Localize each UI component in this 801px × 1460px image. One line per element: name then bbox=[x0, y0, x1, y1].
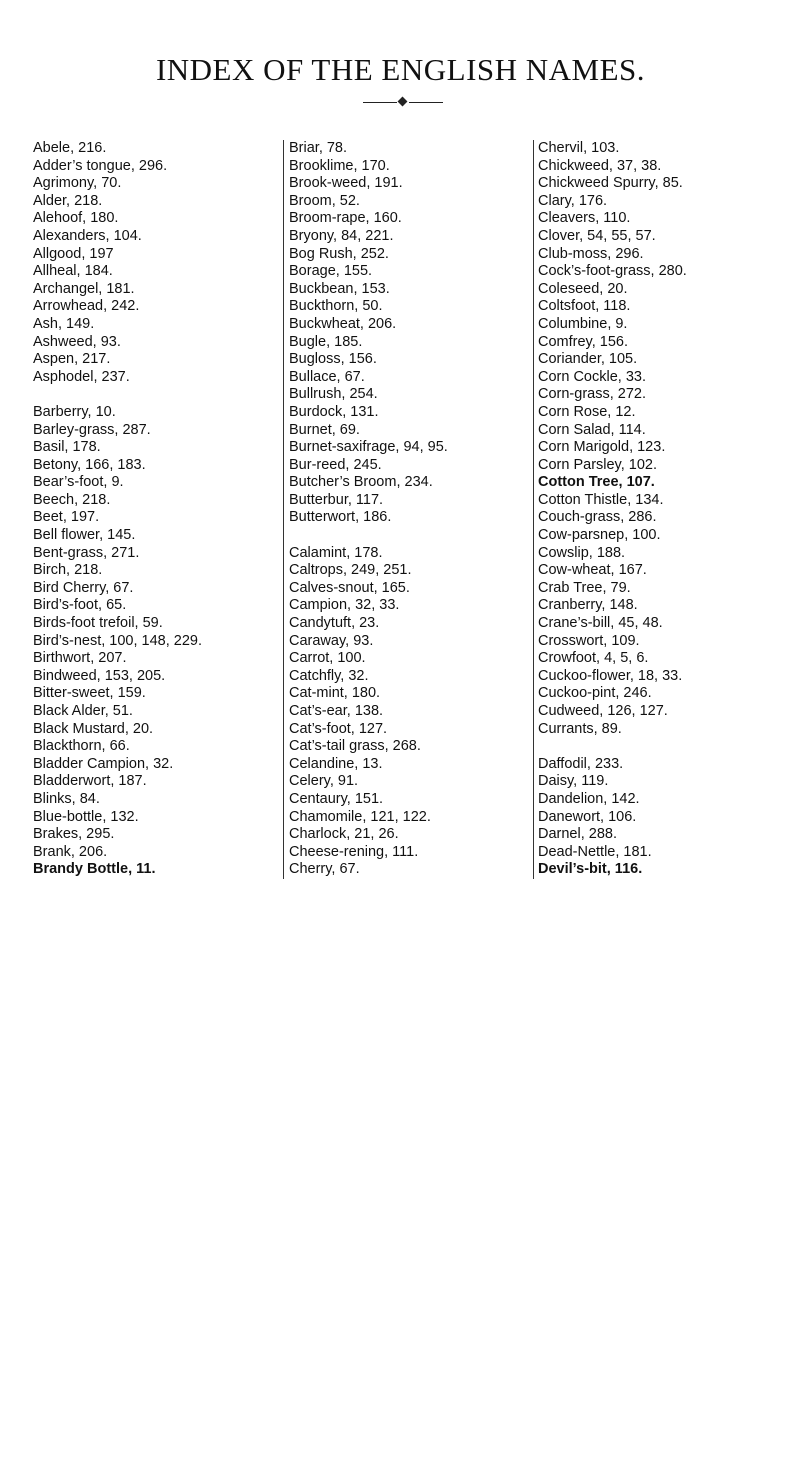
index-entry: Dead-Nettle, 181. bbox=[538, 843, 652, 860]
index-entry: Blue-bottle, 132. bbox=[33, 808, 139, 825]
index-column-1 bbox=[33, 140, 269, 879]
index-entry: Cow-wheat, 167. bbox=[538, 562, 647, 579]
index-entry: Daffodil, 233. bbox=[538, 755, 624, 772]
index-entry: Candytuft, 23. bbox=[289, 615, 380, 632]
index-entry: Coleseed, 20. bbox=[538, 280, 628, 297]
index-entry: Devil’s-bit, 116. bbox=[538, 861, 643, 878]
index-entry: Beet, 197. bbox=[33, 509, 100, 526]
index-entry: Couch-grass, 286. bbox=[538, 509, 657, 526]
index-entry: Archangel, 181. bbox=[33, 280, 135, 297]
index-entry: Butterbur, 117. bbox=[289, 491, 384, 508]
index-entry: Betony, 166, 183. bbox=[33, 456, 146, 473]
index-entry: Cat’s-tail grass, 268. bbox=[289, 738, 421, 755]
index-entry: Bent-grass, 271. bbox=[33, 544, 140, 561]
index-entry: Cuckoo-pint, 246. bbox=[538, 685, 652, 702]
index-entry: Alehoof, 180. bbox=[33, 210, 119, 227]
index-entry: Asphodel, 237. bbox=[33, 368, 130, 385]
index-entry: Corn Cockle, 33. bbox=[538, 368, 646, 385]
index-entry: Chickweed, 37, 38. bbox=[538, 157, 662, 174]
index-entry: Cock’s-foot-grass, 280. bbox=[538, 263, 687, 280]
index-entry: Cudweed, 126, 127. bbox=[538, 703, 668, 719]
index-entry: Arrowhead, 242. bbox=[33, 298, 140, 315]
index-entry: Bog Rush, 252. bbox=[289, 245, 389, 262]
index-entry: Crosswort, 109. bbox=[538, 632, 640, 649]
index-entry: Briar, 78. bbox=[289, 140, 348, 156]
index-entry: Burdock, 131. bbox=[289, 403, 379, 420]
index-entry: Cowslip, 188. bbox=[538, 544, 626, 561]
index-entry: Crane’s-bill, 45, 48. bbox=[538, 615, 663, 632]
index-entry: Cow-parsnep, 100. bbox=[538, 527, 661, 544]
index-entry: Beech, 218. bbox=[33, 491, 111, 508]
index-entry: Corn Salad, 114. bbox=[538, 421, 646, 438]
index-entry: Darnel, 288. bbox=[538, 826, 617, 843]
index-entry: Cleavers, 110. bbox=[538, 210, 631, 227]
index-entry: Buckthorn, 50. bbox=[289, 298, 383, 315]
index-entry: Butcher’s Broom, 234. bbox=[289, 474, 433, 491]
index-entry: Cherry, 67. bbox=[289, 861, 360, 878]
index-entry: Allheal, 184. bbox=[33, 263, 113, 280]
index-entry: Caltrops, 249, 251. bbox=[289, 562, 412, 579]
index-entry: Charlock, 21, 26. bbox=[289, 826, 399, 843]
index-entry: Club-moss, 296. bbox=[538, 245, 644, 262]
index-entry: Catchfly, 32. bbox=[289, 667, 369, 684]
index-entry: Coriander, 105. bbox=[538, 351, 638, 368]
index-entry: Cat’s-ear, 138. bbox=[289, 703, 384, 719]
index-entry: Corn-grass, 272. bbox=[538, 386, 646, 403]
index-entry: Barley-grass, 287. bbox=[33, 421, 151, 438]
ornament-line-left bbox=[363, 102, 397, 103]
index-entry: Bladder Campion, 32. bbox=[33, 755, 174, 772]
index-entry: Brank, 206. bbox=[33, 843, 108, 860]
index-entry: Bullace, 67. bbox=[289, 368, 365, 385]
index-entry: Black Mustard, 20. bbox=[33, 720, 154, 737]
index-entry: Chamomile, 121, 122. bbox=[289, 808, 431, 825]
index-entry: Caraway, 93. bbox=[289, 632, 374, 649]
index-entry: Bird Cherry, 67. bbox=[33, 579, 134, 596]
index-entry: Calves-snout, 165. bbox=[289, 579, 410, 596]
index-entry: Campion, 32, 33. bbox=[289, 597, 400, 614]
index-entry: Brooklime, 170. bbox=[289, 157, 390, 174]
index-entry: Daisy, 119. bbox=[538, 773, 609, 790]
index-entry: Cranberry, 148. bbox=[538, 597, 638, 614]
index-entry: Agrimony, 70. bbox=[33, 175, 122, 192]
index-entry: Burnet, 69. bbox=[289, 421, 360, 438]
index-entry: Celery, 91. bbox=[289, 773, 359, 790]
title-ornament-divider bbox=[363, 97, 443, 107]
index-entry: Buckbean, 153. bbox=[289, 280, 390, 297]
index-entry: Chervil, 103. bbox=[538, 140, 620, 156]
index-entry: Dandelion, 142. bbox=[538, 790, 640, 807]
index-entry: Clover, 54, 55, 57. bbox=[538, 227, 656, 244]
index-entry: Cat’s-foot, 127. bbox=[289, 720, 388, 737]
index-entry: Bindweed, 153, 205. bbox=[33, 667, 166, 684]
index-columns bbox=[33, 140, 773, 1410]
index-entry: Cat-mint, 180. bbox=[289, 685, 381, 702]
index-entry: Bur-reed, 245. bbox=[289, 456, 382, 473]
index-entry: Cotton Tree, 107. bbox=[538, 474, 655, 491]
index-column-2 bbox=[283, 140, 529, 879]
index-entry: Corn Parsley, 102. bbox=[538, 456, 658, 473]
index-entry: Broom-rape, 160. bbox=[289, 210, 402, 227]
index-entry: Cotton Thistle, 134. bbox=[538, 491, 664, 508]
index-entry: Bullrush, 254. bbox=[289, 386, 378, 403]
index-entry: Clary, 176. bbox=[538, 192, 608, 209]
index-entry: Bladderwort, 187. bbox=[33, 773, 147, 790]
index-entry: Crowfoot, 4, 5, 6. bbox=[538, 650, 649, 667]
diamond-icon bbox=[398, 97, 408, 107]
ornament-line-right bbox=[409, 102, 443, 103]
index-entry: Bryony, 84, 221. bbox=[289, 227, 394, 244]
index-entry: Black Alder, 51. bbox=[33, 703, 133, 719]
index-entry: Crab Tree, 79. bbox=[538, 579, 631, 596]
index-entry: Ashweed, 93. bbox=[33, 333, 121, 350]
index-entry: Basil, 178. bbox=[33, 439, 101, 456]
index-entry: Bitter-sweet, 159. bbox=[33, 685, 146, 702]
index-entry: Alder, 218. bbox=[33, 192, 103, 209]
index-entry: Carrot, 100. bbox=[289, 650, 366, 667]
index-entry: Danewort, 106. bbox=[538, 808, 637, 825]
index-entry: Adder’s tongue, 296. bbox=[33, 157, 168, 174]
index-entry: Broom, 52. bbox=[289, 192, 360, 209]
index-entry: Buckwheat, 206. bbox=[289, 315, 397, 332]
index-entry: Ash, 149. bbox=[33, 315, 95, 332]
index-entry: Barberry, 10. bbox=[33, 403, 116, 420]
index-entry: Brakes, 295. bbox=[33, 826, 115, 843]
index-entry: Cuckoo-flower, 18, 33. bbox=[538, 667, 683, 684]
index-entry: Blackthorn, 66. bbox=[33, 738, 130, 755]
index-entry: Aspen, 217. bbox=[33, 351, 111, 368]
index-entry: Bird’s-nest, 100, 148, 229. bbox=[33, 632, 203, 649]
index-entry: Brandy Bottle, 11. bbox=[33, 861, 156, 878]
index-entry: Bear’s-foot, 9. bbox=[33, 474, 124, 491]
index-column-3 bbox=[533, 140, 783, 879]
index-entry: Centaury, 151. bbox=[289, 790, 384, 807]
index-entry: Blinks, 84. bbox=[33, 790, 100, 807]
index-entry: Currants, 89. bbox=[538, 720, 622, 737]
index-entry: Bell flower, 145. bbox=[33, 527, 136, 544]
index-entry: Alexanders, 104. bbox=[33, 227, 142, 244]
index-entry: Butterwort, 186. bbox=[289, 509, 392, 526]
index-entry: Cheese-rening, 111. bbox=[289, 843, 419, 860]
index-entry: Birthwort, 207. bbox=[33, 650, 127, 667]
index-entry: Corn Rose, 12. bbox=[538, 403, 636, 420]
index-entry: Coltsfoot, 118. bbox=[538, 298, 631, 315]
index-entry: Allgood, 197 bbox=[33, 245, 114, 262]
index-entry: Bugloss, 156. bbox=[289, 351, 377, 368]
index-entry: Brook-weed, 191. bbox=[289, 175, 403, 192]
index-entry: Borage, 155. bbox=[289, 263, 373, 280]
index-entry: Chickweed Spurry, 85. bbox=[538, 175, 683, 192]
index-entry: Celandine, 13. bbox=[289, 755, 383, 772]
index-entry: Birch, 218. bbox=[33, 562, 103, 579]
index-entry: Birds-foot trefoil, 59. bbox=[33, 615, 163, 632]
index-entry: Burnet-saxifrage, 94, 95. bbox=[289, 439, 448, 456]
index-entry: Abele, 216. bbox=[33, 140, 107, 156]
index-entry: Comfrey, 156. bbox=[538, 333, 628, 350]
index-entry: Calamint, 178. bbox=[289, 544, 383, 561]
index-entry: Corn Marigold, 123. bbox=[538, 439, 666, 456]
index-entry: Bird’s-foot, 65. bbox=[33, 597, 127, 614]
page-title: INDEX OF THE ENGLISH NAMES. bbox=[155, 52, 646, 87]
index-entry: Columbine, 9. bbox=[538, 315, 628, 332]
index-entry: Bugle, 185. bbox=[289, 333, 363, 350]
